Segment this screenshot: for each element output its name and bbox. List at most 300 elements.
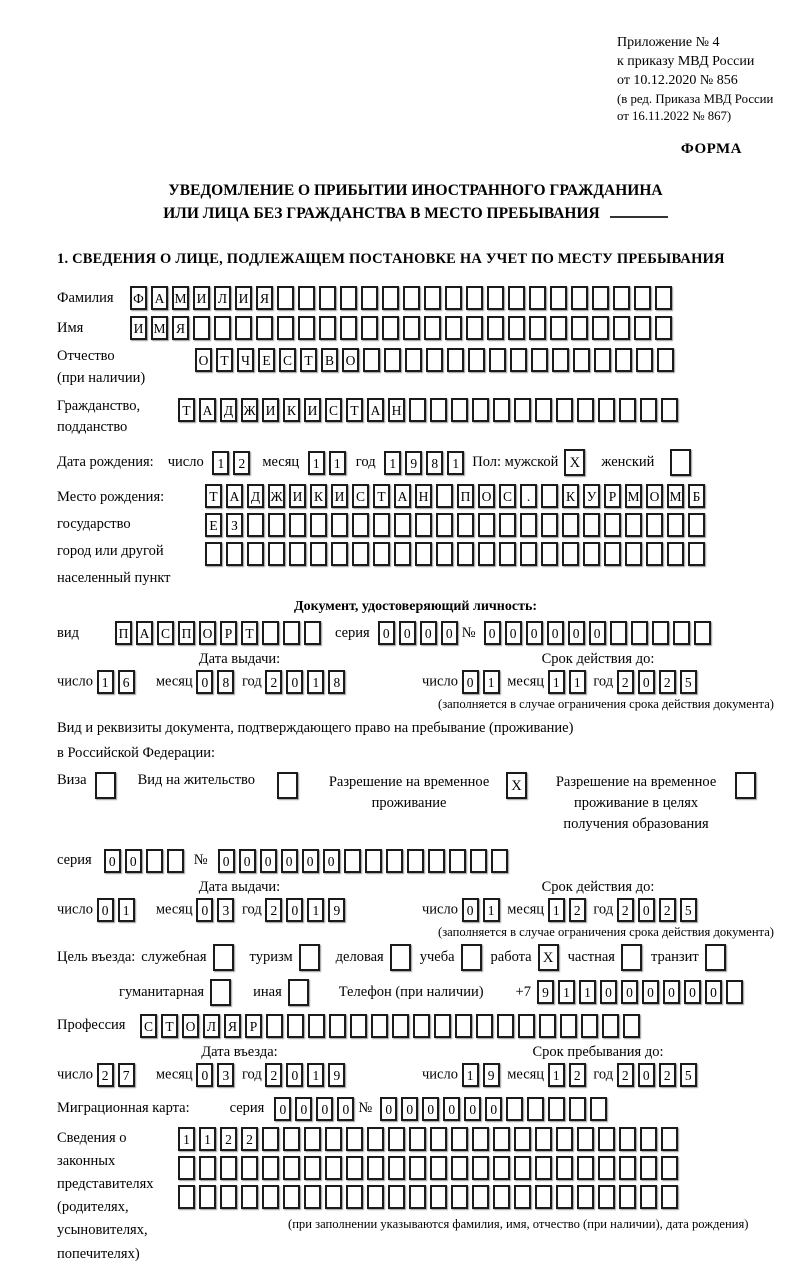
- char-box[interactable]: [283, 1127, 300, 1151]
- char-box[interactable]: [394, 513, 411, 537]
- char-box[interactable]: [226, 542, 243, 566]
- char-box[interactable]: 1: [307, 898, 324, 922]
- char-box[interactable]: 0: [401, 1097, 418, 1121]
- char-box[interactable]: [493, 1156, 510, 1180]
- char-box[interactable]: [319, 286, 336, 310]
- char-box[interactable]: [220, 1156, 237, 1180]
- char-box[interactable]: О: [646, 484, 663, 508]
- char-box[interactable]: [262, 1127, 279, 1151]
- char-box[interactable]: [499, 542, 516, 566]
- char-box[interactable]: [436, 542, 453, 566]
- char-box[interactable]: [346, 1127, 363, 1151]
- char-box[interactable]: [518, 1014, 535, 1038]
- char-box[interactable]: [451, 1185, 468, 1209]
- char-box[interactable]: Т: [161, 1014, 178, 1038]
- char-box[interactable]: [594, 348, 611, 372]
- char-box[interactable]: [388, 1156, 405, 1180]
- char-box[interactable]: [634, 286, 651, 310]
- char-box[interactable]: [289, 513, 306, 537]
- char-box[interactable]: [451, 1127, 468, 1151]
- char-box[interactable]: 0: [337, 1097, 354, 1121]
- char-box[interactable]: 8: [217, 670, 234, 694]
- char-box[interactable]: [535, 1185, 552, 1209]
- char-box[interactable]: А: [367, 398, 384, 422]
- char-box[interactable]: [640, 398, 657, 422]
- char-box[interactable]: [592, 316, 609, 340]
- char-box[interactable]: [430, 1156, 447, 1180]
- char-box[interactable]: Я: [172, 316, 189, 340]
- char-box[interactable]: [220, 1185, 237, 1209]
- char-box[interactable]: [489, 348, 506, 372]
- char-box[interactable]: [625, 513, 642, 537]
- char-box[interactable]: [623, 1014, 640, 1038]
- char-box[interactable]: [268, 542, 285, 566]
- char-box[interactable]: [634, 316, 651, 340]
- char-box[interactable]: [688, 542, 705, 566]
- char-box[interactable]: [424, 316, 441, 340]
- char-box[interactable]: 0: [125, 849, 142, 873]
- char-box[interactable]: [583, 542, 600, 566]
- char-box[interactable]: 0: [420, 621, 437, 645]
- char-box[interactable]: У: [583, 484, 600, 508]
- char-box[interactable]: З: [226, 513, 243, 537]
- char-box[interactable]: [573, 348, 590, 372]
- char-box[interactable]: 0: [526, 621, 543, 645]
- char-box[interactable]: [499, 513, 516, 537]
- char-box[interactable]: [434, 1014, 451, 1038]
- char-box[interactable]: 0: [196, 670, 213, 694]
- char-box[interactable]: [367, 1127, 384, 1151]
- char-box[interactable]: 2: [617, 1063, 634, 1087]
- char-box[interactable]: 0: [621, 980, 638, 1004]
- char-box[interactable]: [619, 398, 636, 422]
- char-box[interactable]: Д: [220, 398, 237, 422]
- char-box[interactable]: [331, 513, 348, 537]
- char-box[interactable]: [577, 398, 594, 422]
- char-box[interactable]: [655, 316, 672, 340]
- char-box[interactable]: [577, 1156, 594, 1180]
- char-box[interactable]: [247, 542, 264, 566]
- char-box[interactable]: 9: [328, 1063, 345, 1087]
- char-box[interactable]: 0: [196, 898, 213, 922]
- char-box[interactable]: [508, 316, 525, 340]
- char-box[interactable]: [548, 1097, 565, 1121]
- char-box[interactable]: И: [304, 398, 321, 422]
- char-box[interactable]: 2: [569, 898, 586, 922]
- char-box[interactable]: Л: [214, 286, 231, 310]
- char-box[interactable]: [445, 286, 462, 310]
- char-box[interactable]: 9: [328, 898, 345, 922]
- char-box[interactable]: 0: [663, 980, 680, 1004]
- char-box[interactable]: [407, 849, 424, 873]
- purpose-study-checkbox[interactable]: [461, 944, 482, 971]
- char-box[interactable]: А: [136, 621, 153, 645]
- char-box[interactable]: 0: [443, 1097, 460, 1121]
- char-box[interactable]: [346, 1156, 363, 1180]
- char-box[interactable]: О: [199, 621, 216, 645]
- char-box[interactable]: Д: [247, 484, 264, 508]
- char-box[interactable]: [384, 348, 401, 372]
- char-box[interactable]: Р: [604, 484, 621, 508]
- char-box[interactable]: [535, 1156, 552, 1180]
- char-box[interactable]: 3: [217, 1063, 234, 1087]
- purpose-work-checkbox[interactable]: X: [538, 944, 559, 971]
- char-box[interactable]: 9: [537, 980, 554, 1004]
- char-box[interactable]: [531, 348, 548, 372]
- char-box[interactable]: [514, 398, 531, 422]
- char-box[interactable]: [268, 513, 285, 537]
- char-box[interactable]: [610, 621, 627, 645]
- char-box[interactable]: Л: [203, 1014, 220, 1038]
- char-box[interactable]: [661, 398, 678, 422]
- char-box[interactable]: [661, 1127, 678, 1151]
- char-box[interactable]: [655, 286, 672, 310]
- char-box[interactable]: С: [352, 484, 369, 508]
- char-box[interactable]: 0: [380, 1097, 397, 1121]
- char-box[interactable]: 0: [462, 898, 479, 922]
- char-box[interactable]: 0: [462, 670, 479, 694]
- char-box[interactable]: 3: [217, 898, 234, 922]
- char-box[interactable]: [361, 316, 378, 340]
- char-box[interactable]: [325, 1156, 342, 1180]
- char-box[interactable]: 2: [659, 1063, 676, 1087]
- char-box[interactable]: С: [279, 348, 296, 372]
- char-box[interactable]: Н: [388, 398, 405, 422]
- char-box[interactable]: [352, 513, 369, 537]
- char-box[interactable]: [613, 286, 630, 310]
- char-box[interactable]: [520, 513, 537, 537]
- char-box[interactable]: [497, 1014, 514, 1038]
- char-box[interactable]: [340, 286, 357, 310]
- char-box[interactable]: 1: [579, 980, 596, 1004]
- char-box[interactable]: [491, 849, 508, 873]
- char-box[interactable]: [346, 1185, 363, 1209]
- purpose-humanitarian-checkbox[interactable]: [210, 979, 231, 1006]
- char-box[interactable]: [365, 849, 382, 873]
- char-box[interactable]: [535, 1127, 552, 1151]
- char-box[interactable]: [539, 1014, 556, 1038]
- char-box[interactable]: [529, 286, 546, 310]
- char-box[interactable]: [392, 1014, 409, 1038]
- char-box[interactable]: П: [178, 621, 195, 645]
- char-box[interactable]: [493, 398, 510, 422]
- char-box[interactable]: И: [289, 484, 306, 508]
- char-box[interactable]: П: [457, 484, 474, 508]
- char-box[interactable]: 0: [705, 980, 722, 1004]
- char-box[interactable]: 0: [505, 621, 522, 645]
- char-box[interactable]: [428, 849, 445, 873]
- char-box[interactable]: [583, 513, 600, 537]
- char-box[interactable]: [598, 1185, 615, 1209]
- char-box[interactable]: О: [342, 348, 359, 372]
- char-box[interactable]: К: [562, 484, 579, 508]
- char-box[interactable]: [193, 316, 210, 340]
- char-box[interactable]: И: [331, 484, 348, 508]
- purpose-other-checkbox[interactable]: [288, 979, 309, 1006]
- char-box[interactable]: [619, 1127, 636, 1151]
- char-box[interactable]: [688, 513, 705, 537]
- char-box[interactable]: 0: [281, 849, 298, 873]
- char-box[interactable]: [455, 1014, 472, 1038]
- char-box[interactable]: П: [115, 621, 132, 645]
- purpose-private-checkbox[interactable]: [621, 944, 642, 971]
- char-box[interactable]: [262, 1185, 279, 1209]
- char-box[interactable]: 0: [568, 621, 585, 645]
- char-box[interactable]: 1: [97, 670, 114, 694]
- char-box[interactable]: [205, 542, 222, 566]
- char-box[interactable]: [241, 1185, 258, 1209]
- char-box[interactable]: Т: [300, 348, 317, 372]
- char-box[interactable]: [287, 1014, 304, 1038]
- char-box[interactable]: 0: [196, 1063, 213, 1087]
- char-box[interactable]: Ж: [268, 484, 285, 508]
- residence-permit-checkbox[interactable]: [277, 772, 298, 799]
- char-box[interactable]: А: [226, 484, 243, 508]
- char-box[interactable]: [602, 1014, 619, 1038]
- char-box[interactable]: [631, 621, 648, 645]
- char-box[interactable]: [283, 1185, 300, 1209]
- purpose-business-checkbox[interactable]: [390, 944, 411, 971]
- char-box[interactable]: [430, 398, 447, 422]
- char-box[interactable]: [541, 542, 558, 566]
- char-box[interactable]: [415, 513, 432, 537]
- char-box[interactable]: [308, 1014, 325, 1038]
- char-box[interactable]: 1: [212, 451, 229, 475]
- char-box[interactable]: 0: [638, 670, 655, 694]
- purpose-transit-checkbox[interactable]: [705, 944, 726, 971]
- sex-female-checkbox[interactable]: [670, 449, 691, 476]
- char-box[interactable]: [569, 1097, 586, 1121]
- char-box[interactable]: [430, 1127, 447, 1151]
- char-box[interactable]: 0: [97, 898, 114, 922]
- char-box[interactable]: [487, 316, 504, 340]
- char-box[interactable]: Ф: [130, 286, 147, 310]
- char-box[interactable]: [457, 542, 474, 566]
- char-box[interactable]: М: [172, 286, 189, 310]
- char-box[interactable]: 2: [617, 670, 634, 694]
- temp-residence-education-checkbox[interactable]: [735, 772, 756, 799]
- char-box[interactable]: 0: [286, 670, 303, 694]
- char-box[interactable]: [476, 1014, 493, 1038]
- char-box[interactable]: [520, 542, 537, 566]
- char-box[interactable]: 1: [462, 1063, 479, 1087]
- char-box[interactable]: [451, 398, 468, 422]
- char-box[interactable]: 0: [295, 1097, 312, 1121]
- char-box[interactable]: [413, 1014, 430, 1038]
- char-box[interactable]: С: [325, 398, 342, 422]
- char-box[interactable]: [409, 1127, 426, 1151]
- char-box[interactable]: 1: [329, 451, 346, 475]
- char-box[interactable]: [514, 1185, 531, 1209]
- char-box[interactable]: [289, 542, 306, 566]
- char-box[interactable]: [266, 1014, 283, 1038]
- char-box[interactable]: 1: [178, 1127, 195, 1151]
- char-box[interactable]: 0: [600, 980, 617, 1004]
- char-box[interactable]: А: [151, 286, 168, 310]
- char-box[interactable]: М: [151, 316, 168, 340]
- char-box[interactable]: 0: [441, 621, 458, 645]
- char-box[interactable]: [636, 348, 653, 372]
- char-box[interactable]: 0: [638, 1063, 655, 1087]
- char-box[interactable]: [535, 398, 552, 422]
- char-box[interactable]: 1: [307, 670, 324, 694]
- char-box[interactable]: Б: [688, 484, 705, 508]
- char-box[interactable]: 7: [118, 1063, 135, 1087]
- char-box[interactable]: 0: [485, 1097, 502, 1121]
- char-box[interactable]: 0: [484, 621, 501, 645]
- char-box[interactable]: [449, 849, 466, 873]
- char-box[interactable]: [388, 1185, 405, 1209]
- char-box[interactable]: Ж: [241, 398, 258, 422]
- char-box[interactable]: [235, 316, 252, 340]
- char-box[interactable]: [304, 621, 321, 645]
- char-box[interactable]: 2: [659, 670, 676, 694]
- char-box[interactable]: [361, 286, 378, 310]
- char-box[interactable]: [373, 513, 390, 537]
- char-box[interactable]: [625, 542, 642, 566]
- char-box[interactable]: [283, 1156, 300, 1180]
- char-box[interactable]: [506, 1097, 523, 1121]
- char-box[interactable]: 5: [680, 898, 697, 922]
- char-box[interactable]: [604, 542, 621, 566]
- char-box[interactable]: 9: [405, 451, 422, 475]
- char-box[interactable]: [640, 1185, 657, 1209]
- char-box[interactable]: [619, 1185, 636, 1209]
- char-box[interactable]: [304, 1185, 321, 1209]
- char-box[interactable]: [598, 398, 615, 422]
- char-box[interactable]: [167, 849, 184, 873]
- char-box[interactable]: [447, 348, 464, 372]
- char-box[interactable]: [283, 621, 300, 645]
- char-box[interactable]: 2: [241, 1127, 258, 1151]
- char-box[interactable]: [667, 513, 684, 537]
- char-box[interactable]: [590, 1097, 607, 1121]
- char-box[interactable]: [304, 1156, 321, 1180]
- char-box[interactable]: [529, 316, 546, 340]
- char-box[interactable]: [214, 316, 231, 340]
- char-box[interactable]: 0: [684, 980, 701, 1004]
- char-box[interactable]: 2: [265, 898, 282, 922]
- char-box[interactable]: Р: [220, 621, 237, 645]
- char-box[interactable]: [415, 542, 432, 566]
- char-box[interactable]: [430, 1185, 447, 1209]
- char-box[interactable]: [466, 316, 483, 340]
- char-box[interactable]: [298, 286, 315, 310]
- char-box[interactable]: [352, 542, 369, 566]
- char-box[interactable]: [199, 1185, 216, 1209]
- char-box[interactable]: 0: [464, 1097, 481, 1121]
- visa-checkbox[interactable]: [95, 772, 116, 799]
- char-box[interactable]: [571, 316, 588, 340]
- char-box[interactable]: 2: [659, 898, 676, 922]
- char-box[interactable]: [344, 849, 361, 873]
- char-box[interactable]: И: [193, 286, 210, 310]
- char-box[interactable]: [424, 286, 441, 310]
- char-box[interactable]: [604, 513, 621, 537]
- char-box[interactable]: 0: [286, 1063, 303, 1087]
- char-box[interactable]: 2: [617, 898, 634, 922]
- char-box[interactable]: [319, 316, 336, 340]
- char-box[interactable]: [403, 316, 420, 340]
- char-box[interactable]: [178, 1185, 195, 1209]
- char-box[interactable]: [386, 849, 403, 873]
- char-box[interactable]: 1: [384, 451, 401, 475]
- char-box[interactable]: [367, 1185, 384, 1209]
- char-box[interactable]: А: [394, 484, 411, 508]
- char-box[interactable]: [652, 621, 669, 645]
- char-box[interactable]: [592, 286, 609, 310]
- char-box[interactable]: [329, 1014, 346, 1038]
- char-box[interactable]: Я: [256, 286, 273, 310]
- char-box[interactable]: [541, 484, 558, 508]
- char-box[interactable]: [541, 513, 558, 537]
- char-box[interactable]: [550, 286, 567, 310]
- char-box[interactable]: 1: [483, 670, 500, 694]
- char-box[interactable]: [493, 1185, 510, 1209]
- char-box[interactable]: Е: [258, 348, 275, 372]
- char-box[interactable]: [550, 316, 567, 340]
- char-box[interactable]: [478, 542, 495, 566]
- char-box[interactable]: [367, 1156, 384, 1180]
- char-box[interactable]: [436, 513, 453, 537]
- char-box[interactable]: 5: [680, 670, 697, 694]
- char-box[interactable]: [382, 316, 399, 340]
- char-box[interactable]: 2: [97, 1063, 114, 1087]
- char-box[interactable]: 1: [548, 1063, 565, 1087]
- char-box[interactable]: [436, 484, 453, 508]
- char-box[interactable]: 1: [308, 451, 325, 475]
- char-box[interactable]: [508, 286, 525, 310]
- char-box[interactable]: [409, 1156, 426, 1180]
- char-box[interactable]: 2: [265, 670, 282, 694]
- char-box[interactable]: [405, 348, 422, 372]
- char-box[interactable]: [331, 542, 348, 566]
- char-box[interactable]: 9: [483, 1063, 500, 1087]
- char-box[interactable]: [552, 348, 569, 372]
- char-box[interactable]: 1: [569, 670, 586, 694]
- char-box[interactable]: [146, 849, 163, 873]
- char-box[interactable]: [277, 286, 294, 310]
- char-box[interactable]: [673, 621, 690, 645]
- char-box[interactable]: [619, 1156, 636, 1180]
- char-box[interactable]: [646, 513, 663, 537]
- char-box[interactable]: [657, 348, 674, 372]
- char-box[interactable]: 0: [638, 898, 655, 922]
- char-box[interactable]: Т: [346, 398, 363, 422]
- char-box[interactable]: [388, 1127, 405, 1151]
- char-box[interactable]: О: [478, 484, 495, 508]
- sex-male-checkbox[interactable]: X: [564, 449, 585, 476]
- char-box[interactable]: [478, 513, 495, 537]
- char-box[interactable]: Т: [178, 398, 195, 422]
- char-box[interactable]: [199, 1156, 216, 1180]
- char-box[interactable]: Я: [224, 1014, 241, 1038]
- char-box[interactable]: М: [667, 484, 684, 508]
- char-box[interactable]: Е: [205, 513, 222, 537]
- char-box[interactable]: 6: [118, 670, 135, 694]
- char-box[interactable]: 0: [104, 849, 121, 873]
- char-box[interactable]: [726, 980, 743, 1004]
- char-box[interactable]: [487, 286, 504, 310]
- char-box[interactable]: Н: [415, 484, 432, 508]
- char-box[interactable]: [472, 1185, 489, 1209]
- char-box[interactable]: [373, 542, 390, 566]
- char-box[interactable]: [340, 316, 357, 340]
- char-box[interactable]: [556, 1156, 573, 1180]
- char-box[interactable]: 8: [328, 670, 345, 694]
- char-box[interactable]: 0: [302, 849, 319, 873]
- char-box[interactable]: Т: [216, 348, 233, 372]
